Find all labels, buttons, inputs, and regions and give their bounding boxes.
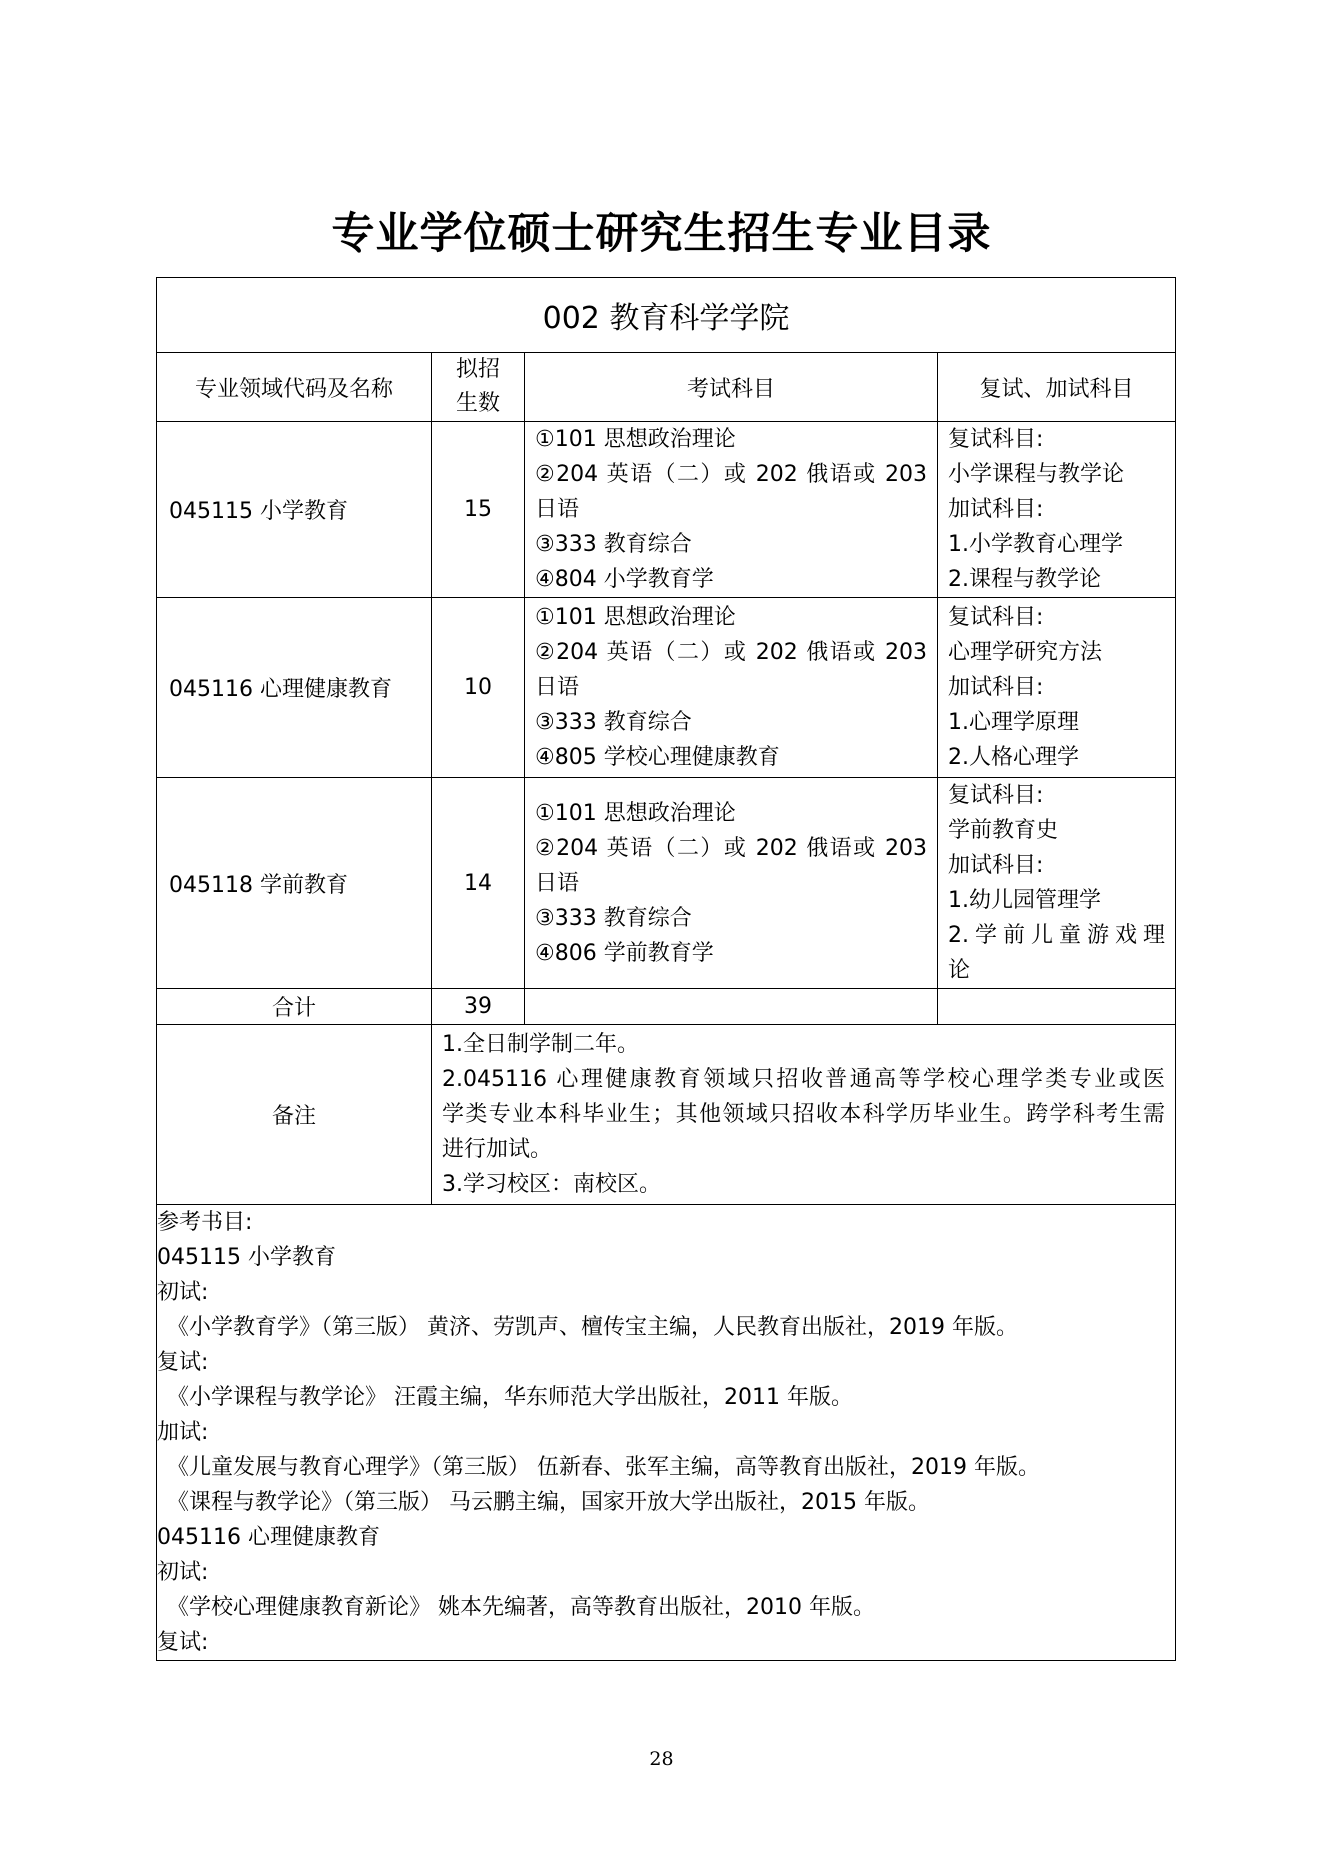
exam-line: ①101 思想政治理论	[535, 800, 736, 826]
references-row	[157, 1205, 1176, 1661]
references-major: 045116 心理健康教育	[157, 1525, 380, 1550]
exam-line: ②204 英语（二）或 202 俄语或 203	[535, 462, 927, 487]
header-major: 专业领域代码及名称	[157, 353, 432, 422]
total-empty-retest	[938, 989, 1176, 1025]
exam-line: 日语	[535, 870, 580, 896]
exam-line: ②204 英语（二）或 202 俄语或 203	[535, 835, 927, 861]
exam-line: 日语	[535, 497, 580, 522]
header-quota	[432, 353, 525, 422]
remarks-line: 3.学习校区：南校区。	[442, 1172, 661, 1197]
header-retest: 复试、加试科目	[938, 353, 1176, 422]
exam-line: ②204 英语（二）或 202 俄语或 203	[535, 640, 927, 665]
retest-line: 复试科目:	[948, 427, 1044, 452]
exam-line: ④805 学校心理健康教育	[535, 745, 780, 770]
retest-line: 1.小学教育心理学	[948, 532, 1123, 557]
references-content	[157, 1205, 1176, 1661]
retest-line: 2.学前儿童游戏理	[948, 923, 1166, 948]
major-name: 045118 学前教育	[157, 778, 432, 989]
page-title: 专业学位硕士研究生招生专业目录	[331, 209, 992, 259]
retest-line: 复试科目:	[948, 605, 1044, 630]
total-value: 39	[432, 989, 525, 1025]
remarks-row	[157, 1025, 1176, 1205]
references-stage: 复试:	[157, 1630, 209, 1655]
quota-count: 10	[432, 598, 525, 778]
quota-count: 15	[432, 422, 525, 598]
exam-subjects	[525, 422, 938, 598]
exam-line: ④806 学前教育学	[535, 940, 714, 966]
remarks-line: 1.全日制学制二年。	[442, 1032, 639, 1057]
retest-line: 小学课程与教学论	[948, 462, 1125, 487]
header-row	[157, 353, 1176, 422]
retest-subjects	[938, 422, 1176, 598]
retest-line: 加试科目:	[948, 675, 1044, 700]
total-row	[157, 989, 1176, 1025]
exam-subjects	[525, 598, 938, 778]
references-book: 《小学教育学》（第三版） 黄济、劳凯声、檀传宝主编，人民教育出版社，2019 年版。	[167, 1315, 1018, 1340]
exam-line: ①101 思想政治理论	[535, 427, 736, 452]
major-name: 045115 小学教育	[157, 422, 432, 598]
retest-line: 学前教育史	[948, 818, 1059, 843]
major-name: 045116 心理健康教育	[157, 598, 432, 778]
table-row	[157, 778, 1176, 989]
total-empty-exam	[525, 989, 938, 1025]
references-stage: 初试:	[157, 1280, 209, 1305]
remarks-line: 学类专业本科毕业生；其他领域只招收本科学历毕业生。跨学科考生需	[442, 1102, 1166, 1127]
exam-subjects	[525, 778, 938, 989]
table-row	[157, 598, 1176, 778]
retest-line: 2.课程与教学论	[948, 567, 1101, 592]
references-book: 《儿童发展与教育心理学》（第三版） 伍新春、张军主编，高等教育出版社，2019 年版。	[167, 1455, 1040, 1480]
references-heading: 参考书目:	[157, 1210, 253, 1235]
remarks-line: 进行加试。	[442, 1137, 553, 1162]
exam-line: ④804 小学教育学	[535, 567, 714, 592]
exam-line: ①101 思想政治理论	[535, 605, 736, 630]
retest-line: 复试科目:	[948, 783, 1044, 808]
exam-line: 日语	[535, 675, 580, 700]
retest-line: 心理学研究方法	[948, 640, 1103, 665]
references-stage: 加试:	[157, 1420, 209, 1445]
retest-subjects	[938, 778, 1176, 989]
references-major: 045115 小学教育	[157, 1245, 336, 1270]
retest-line: 论	[948, 958, 971, 983]
header-quota-line2: 生数	[455, 391, 500, 416]
retest-subjects	[938, 598, 1176, 778]
remarks-content	[432, 1025, 1176, 1205]
exam-line: ③333 教育综合	[535, 532, 692, 557]
retest-line: 1.幼儿园管理学	[948, 888, 1101, 913]
references-book: 《小学课程与教学论》 汪霞主编，华东师范大学出版社，2011 年版。	[167, 1385, 853, 1410]
college-row	[157, 278, 1176, 353]
references-book: 《学校心理健康教育新论》 姚本先编著，高等教育出版社，2010 年版。	[167, 1595, 875, 1620]
exam-line: ③333 教育综合	[535, 710, 692, 735]
total-label: 合计	[157, 989, 432, 1025]
references-stage: 复试:	[157, 1350, 209, 1375]
header-quota-line1: 拟招	[455, 357, 500, 382]
remarks-line: 2.045116 心理健康教育领域只招收普通高等学校心理学类专业或医	[442, 1067, 1166, 1092]
exam-line: ③333 教育综合	[535, 905, 692, 931]
college-name: 002 教育科学学院	[157, 278, 1176, 353]
references-book: 《课程与教学论》（第三版） 马云鹏主编，国家开放大学出版社，2015 年版。	[167, 1490, 930, 1515]
retest-line: 加试科目:	[948, 853, 1044, 878]
retest-line: 1.心理学原理	[948, 710, 1079, 735]
references-stage: 初试:	[157, 1560, 209, 1585]
table-row	[157, 422, 1176, 598]
retest-line: 加试科目:	[948, 497, 1044, 522]
remarks-label: 备注	[157, 1025, 432, 1205]
header-exam: 考试科目	[525, 353, 938, 422]
enrollment-catalog-table	[156, 277, 1176, 1661]
page-number: 28	[649, 1748, 674, 1770]
retest-line: 2.人格心理学	[948, 745, 1079, 770]
quota-count: 14	[432, 778, 525, 989]
